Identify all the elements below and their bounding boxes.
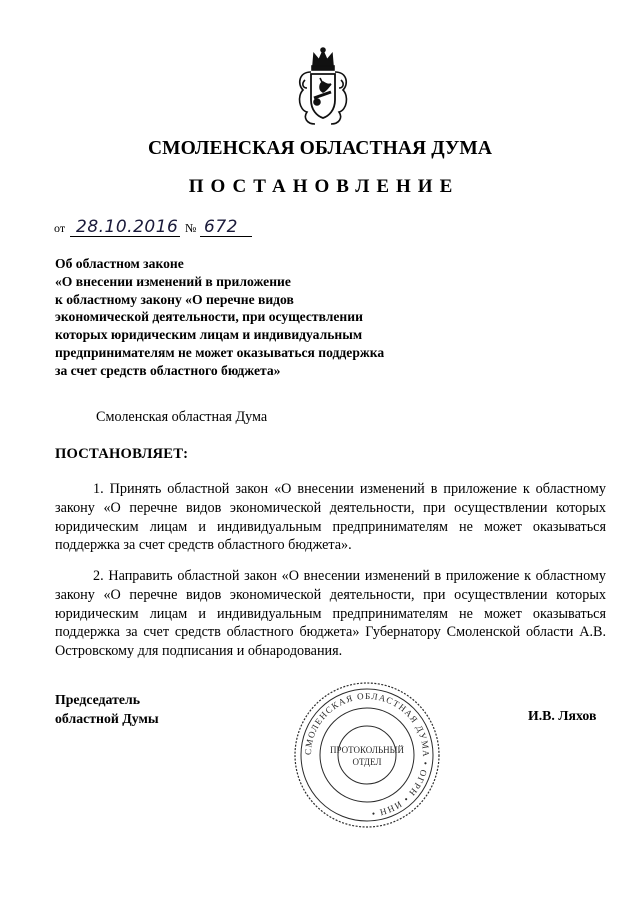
document-type-heading: ПОСТАНОВЛЕНИЕ	[188, 176, 460, 197]
subject-block	[55, 255, 455, 380]
seal-center-line: ОТДЕЛ	[352, 757, 382, 767]
signatory-title-line: Председатель	[55, 692, 141, 707]
paragraph-text: 2. Направить областной закон «О внесении изменений в приложение к областному закону «О перечне видов экономической деятельности, при осуществлении которых юридическим лицам и индивидуальным предпринимателям не может оказываться поддержка за счет средств областного бюджета» Губернатору Смоленской области А.В. Островскому для подписания и обнародования.	[55, 568, 606, 660]
resolution-paragraph-2	[55, 567, 606, 661]
subject-line: Об областном законе	[55, 256, 184, 271]
preamble-text: Смоленская областная Дума	[96, 409, 268, 425]
number-label: №	[185, 221, 197, 235]
subject-line: к областному закону «О перечне видов	[55, 291, 294, 307]
paragraph-text: 1. Принять областной закон «О внесении изменений в приложение к областному закону «О перечне видов экономической деятельности, при осуществлении которых юридическим лицам и индивидуальным предпринимателям не может оказываться поддержка за счет средств областного бюджета».	[55, 481, 606, 554]
handwritten-date: 28.10.2016	[76, 217, 179, 237]
subject-line: предпринимателям не может оказываться поддержка	[55, 344, 385, 360]
seal-ring-text: СМОЛЕНСКАЯ ОБЛАСТНАЯ ДУМА • ОГРН • ИНН •	[302, 690, 432, 819]
official-seal-icon	[292, 680, 442, 830]
resolves-heading: ПОСТАНОВЛЯЕТ:	[55, 446, 189, 462]
subject-line: «О внесении изменений в приложение	[55, 273, 291, 289]
signatory-name: И.В. Ляхов	[528, 708, 597, 723]
handwritten-number: 672	[204, 217, 238, 237]
seal-center-line: ПРОТОКОЛЬНЫЙ	[330, 745, 404, 755]
date-number-line	[54, 215, 274, 239]
resolution-paragraph-1	[55, 480, 606, 555]
date-from-label: от	[54, 221, 66, 235]
subject-line: за счет средств областного бюджета»	[55, 362, 281, 378]
signatory-title	[55, 691, 159, 728]
subject-line: экономической деятельности, при осуществлении	[55, 309, 363, 325]
organization-title: СМОЛЕНСКАЯ ОБЛАСТНАЯ ДУМА	[147, 138, 493, 159]
subject-line: которых юридическим лицам и индивидуальным	[55, 327, 363, 343]
signatory-title-line: областной Думы	[55, 710, 159, 726]
coat-of-arms-icon	[293, 46, 353, 128]
